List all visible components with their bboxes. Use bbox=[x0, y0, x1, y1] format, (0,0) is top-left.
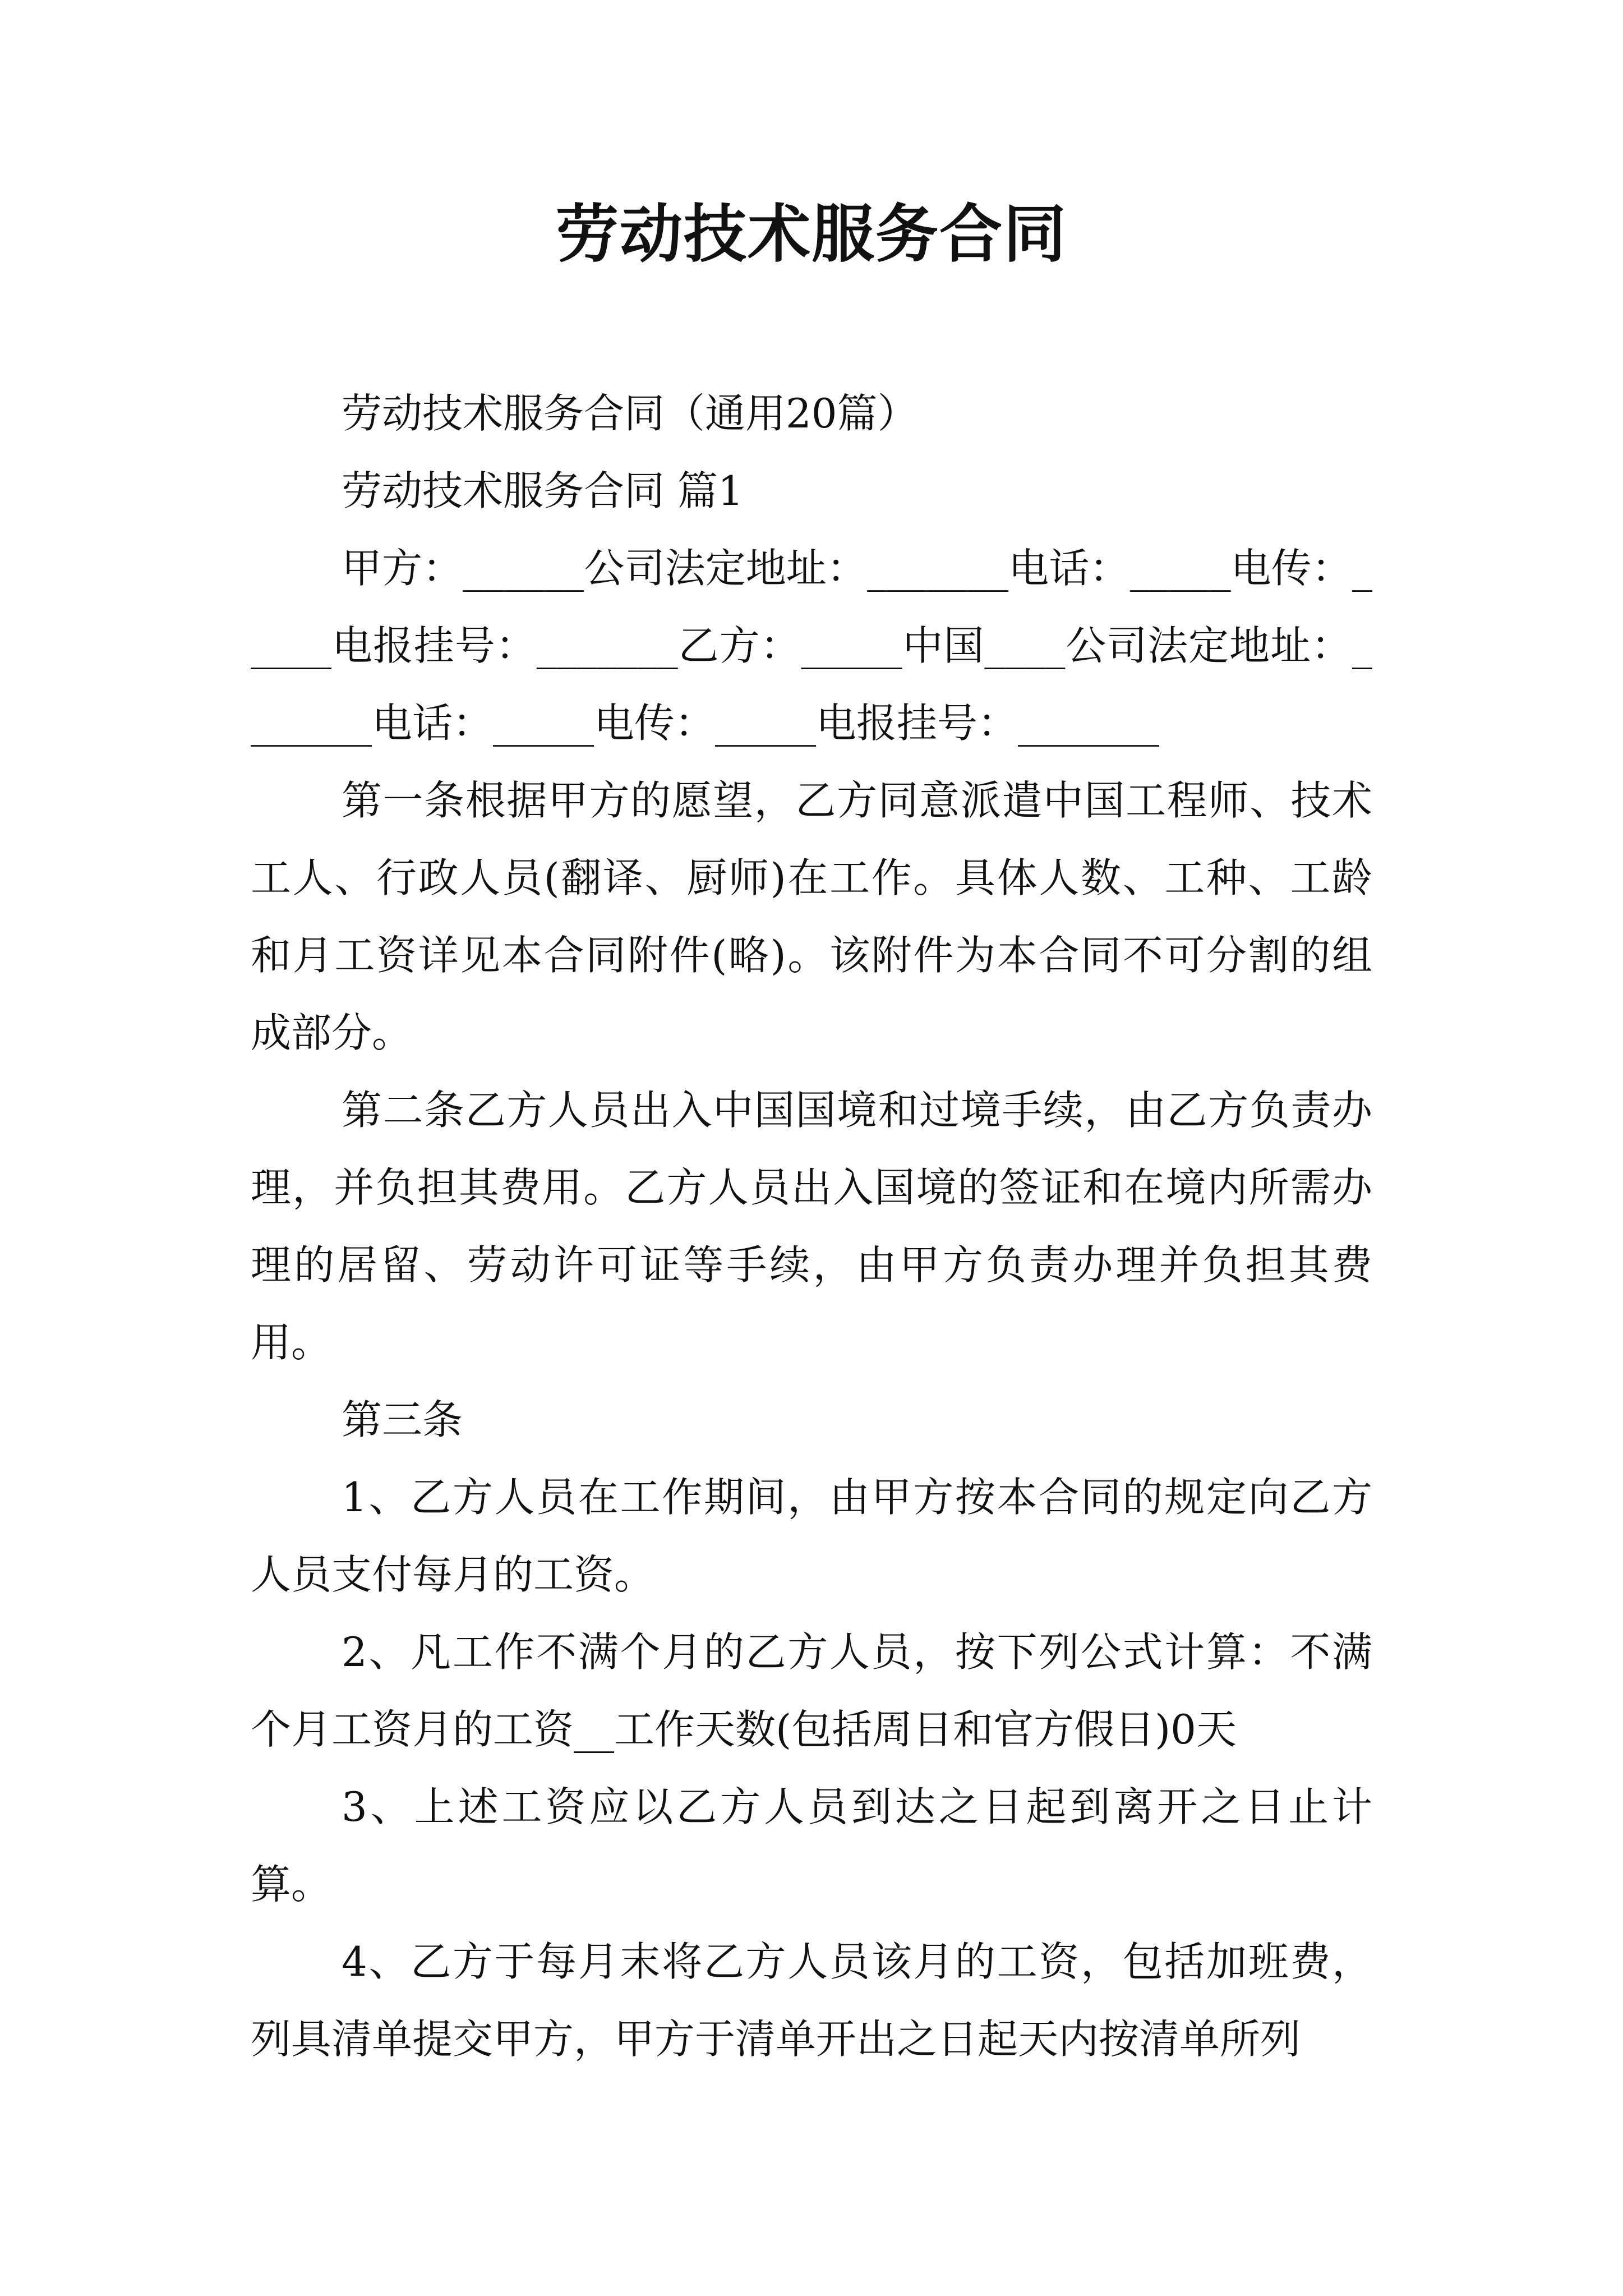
document-subtitle: 劳动技术服务合同（通用20篇） bbox=[342, 390, 918, 437]
paragraph-clause-2: 2、凡工作不满个月的乙方人员，按下列公式计算：不满个月工资月的工资__工作天数(包括周日和官方假日)0天 bbox=[251, 1628, 1372, 1753]
document-body bbox=[251, 375, 1372, 2078]
paragraph-article-2: 第二条乙方人员出入中国国境和过境手续，由乙方负责办理，并负担其费用。乙方人员出入国境的签证和在境内所需办理的居留、劳动许可证等手续，由甲方负责办理并负担其费用。 bbox=[251, 1087, 1372, 1366]
paragraph-article-1: 第一条根据甲方的愿望，乙方同意派遣中国工程师、技术工人、行政人员(翻译、厨师)在工作。具体人数、工种、工龄和月工资详见本合同附件(略)。该附件为本合同不可分割的组成部分。 bbox=[251, 777, 1372, 1056]
paragraph-parties: 甲方：______公司法定地址：_______电话：_____电传：_____电报挂号：_______乙方：_____中国____公司法定地址：_______电话：_____电传：_____电报挂号：_______ bbox=[251, 545, 1372, 747]
paragraph-clause-4: 4、乙方于每月末将乙方人员该月的工资，包括加班费，列具清单提交甲方，甲方于清单开出之日起天内按清单所列 bbox=[251, 1938, 1372, 2063]
document-title: 劳动技术服务合同 bbox=[556, 197, 1067, 271]
paragraph-article-3-heading: 第三条 bbox=[342, 1396, 463, 1443]
paragraph-clause-3: 3、上述工资应以乙方人员到达之日起到离开之日止计算。 bbox=[251, 1783, 1372, 1908]
section-heading: 劳动技术服务合同 篇1 bbox=[342, 467, 744, 514]
paragraph-clause-1: 1、乙方人员在工作期间，由甲方按本合同的规定向乙方人员支付每月的工资。 bbox=[251, 1474, 1372, 1598]
